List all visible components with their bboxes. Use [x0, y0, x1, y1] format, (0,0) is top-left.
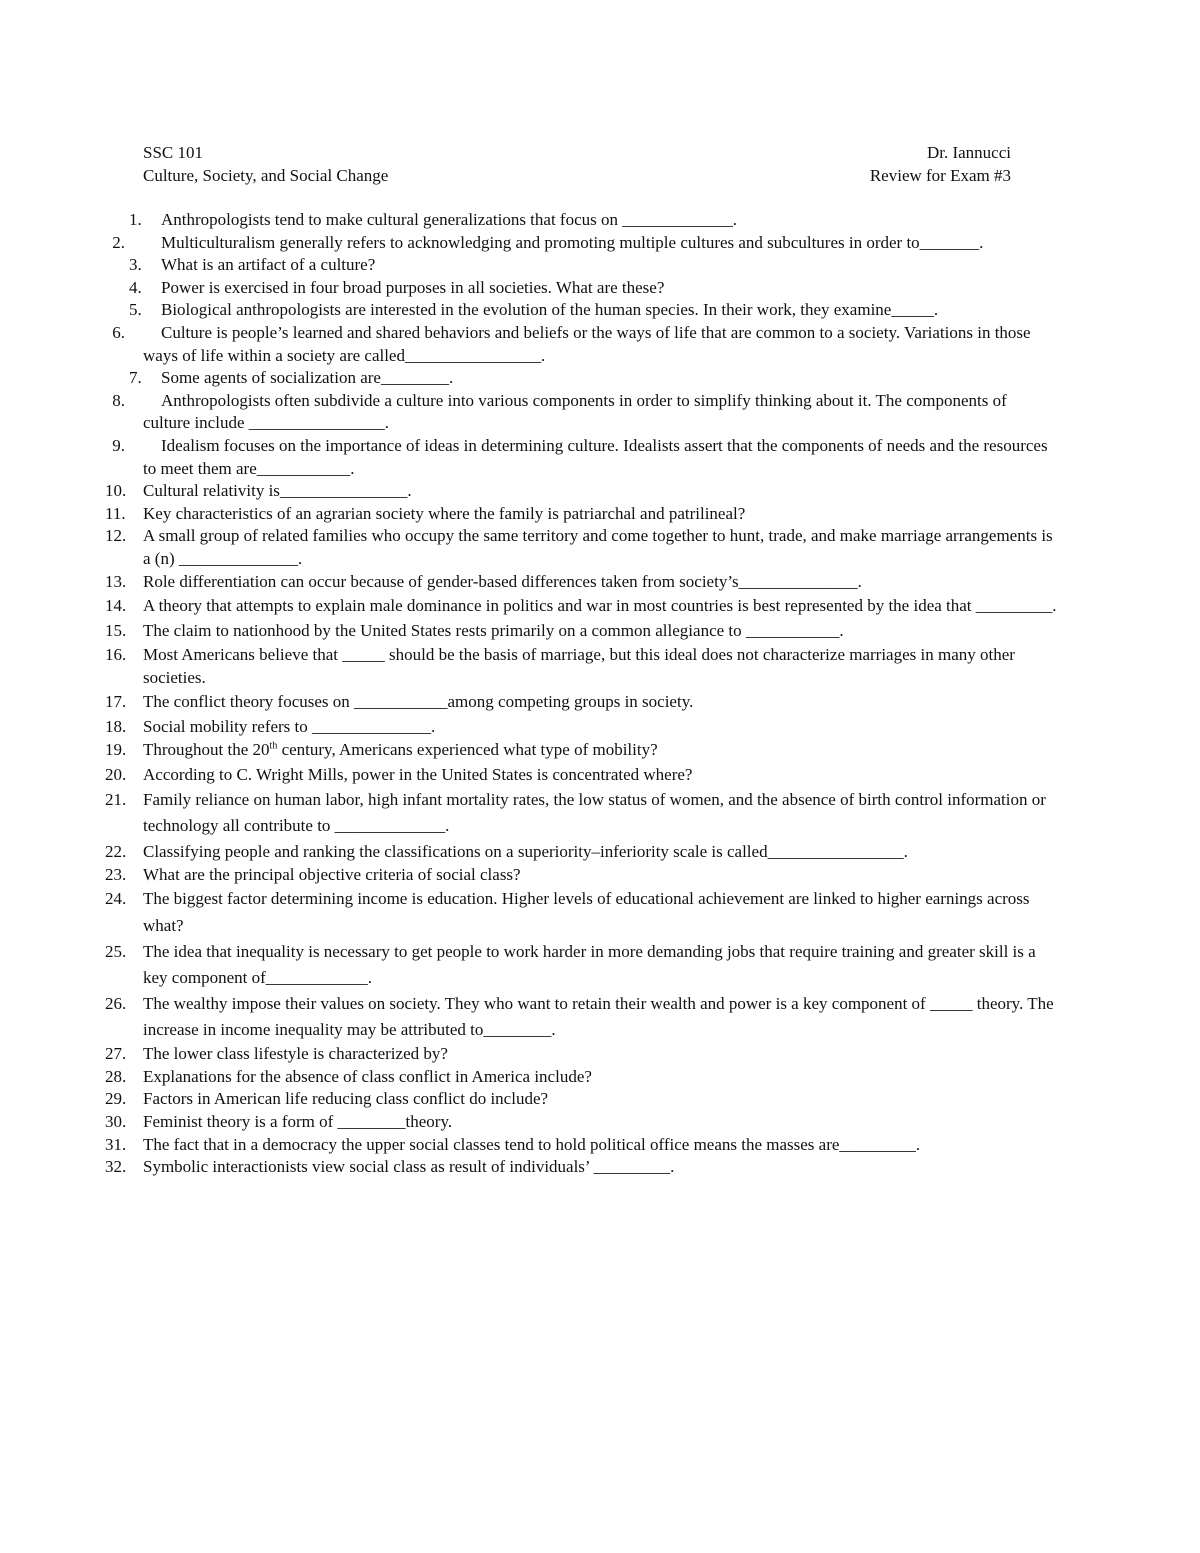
header-row-1	[143, 141, 1011, 164]
question-item	[105, 939, 1057, 991]
question-text: Feminist theory is a form of ________theory.	[143, 1112, 453, 1132]
question-item	[105, 762, 1057, 787]
question-number: 14.	[105, 596, 127, 616]
question-text: The wealthy impose their values on society. They who want to retain their wealth and power is a key component of _____ theory. The increase in income inequality may be attributed to________.	[143, 994, 1054, 1040]
question-item	[105, 322, 1057, 367]
question-text: The conflict theory focuses on ___________among competing groups in society.	[143, 692, 694, 712]
question-number: 24.	[105, 889, 127, 909]
question-item	[105, 277, 1057, 300]
question-text: Some agents of socialization are________.	[161, 368, 454, 388]
question-text: What is an artifact of a culture?	[161, 255, 376, 275]
question-number: 16.	[105, 645, 127, 665]
ordinal-suffix: th	[269, 740, 278, 752]
question-item	[105, 739, 1057, 762]
question-text: The idea that inequality is necessary to get people to work harder in more demanding jobs that require training and greater skill is a key component of____________.	[143, 942, 1036, 988]
question-text: The biggest factor determining income is education. Higher levels of educational achievement are linked to higher earnings across what?	[143, 889, 1030, 935]
question-item	[105, 254, 1057, 277]
question-text: Anthropologists tend to make cultural generalizations that focus on _____________.	[161, 210, 737, 229]
question-number: 4.	[129, 277, 142, 297]
question-item	[105, 689, 1057, 714]
question-item	[105, 643, 1057, 689]
question-text: A small group of related families who occupy the same territory and come together to hunt, trade, and make marriage arrangements is a (n) ______________.	[143, 526, 1053, 568]
question-number: 15.	[105, 621, 127, 641]
question-text: Most Americans believe that _____ should be the basis of marriage, but this ideal does not characterize marriages in many other societies.	[143, 645, 1015, 688]
question-item	[105, 435, 1057, 480]
question-number: 26.	[105, 994, 127, 1014]
question-text-end: century, Americans experienced what type of mobility?	[277, 740, 658, 760]
question-text: Culture is people’s learned and shared behaviors and beliefs or the ways of life that are common to a society. Variations in those ways of life within a society are called________________.	[143, 322, 1031, 365]
question-text: Idealism focuses on the importance of ideas in determining culture. Idealists assert that the components of needs and the resources to meet them are___________.	[143, 435, 1048, 478]
course-title: Culture, Society, and Social Change	[143, 166, 389, 185]
question-number: 25.	[105, 942, 127, 962]
question-text: Classifying people and ranking the classifications on a superiority–inferiority scale is called________________.	[143, 841, 908, 861]
question-number: 1.	[129, 210, 142, 229]
question-text: Family reliance on human labor, high infant mortality rates, the low status of women, and the absence of birth control information or technology all contribute to _____________.	[143, 789, 1046, 835]
question-item	[105, 525, 1057, 570]
question-item	[105, 1156, 1057, 1179]
question-text: What are the principal objective criteria of social class?	[143, 864, 521, 884]
instructor-name: Dr. Iannucci	[926, 143, 1011, 162]
question-number: 10.	[105, 481, 127, 501]
question-text: Key characteristics of an agrarian society where the family is patriarchal and patrilineal?	[143, 503, 746, 523]
question-item	[105, 1066, 1057, 1089]
question-item	[105, 1088, 1057, 1111]
question-number: 8.	[112, 390, 125, 410]
question-item	[105, 991, 1057, 1043]
question-text: A theory that attempts to explain male dominance in politics and war in most countries is best represented by the idea that _________.	[143, 596, 1057, 616]
question-item	[105, 480, 1057, 503]
question-number: 7.	[129, 368, 142, 388]
question-item	[105, 367, 1057, 390]
question-item	[105, 618, 1057, 643]
question-number: 22.	[105, 841, 127, 861]
question-text: The lower class lifestyle is characterized by?	[143, 1044, 448, 1064]
question-item	[105, 299, 1057, 322]
question-item	[105, 886, 1057, 939]
question-item	[105, 714, 1057, 739]
question-text: According to C. Wright Mills, power in the United States is concentrated where?	[143, 764, 693, 784]
question-item	[105, 839, 1057, 864]
question-item	[105, 593, 1057, 618]
question-text: The claim to nationhood by the United States rests primarily on a common allegiance to ___________.	[143, 621, 844, 641]
document-title: Review for Exam #3	[869, 166, 1011, 185]
question-list	[105, 209, 1057, 1179]
question-number: 17.	[105, 692, 127, 712]
question-number: 31.	[105, 1134, 127, 1154]
question-text: Cultural relativity is_______________.	[143, 481, 412, 501]
question-number: 18.	[105, 717, 127, 737]
question-number: 6.	[112, 322, 125, 342]
question-number: 23.	[105, 864, 127, 884]
question-text: Factors in American life reducing class conflict do include?	[143, 1089, 549, 1109]
question-item	[105, 209, 1057, 232]
question-number: 5.	[129, 300, 142, 320]
question-text: Role differentiation can occur because of gender-based differences taken from society’s______________.	[143, 571, 862, 591]
question-number: 2.	[112, 232, 125, 252]
question-text-start: Throughout the 20	[143, 740, 270, 760]
question-text: The fact that in a democracy the upper social classes tend to hold political office means the masses are_________.	[143, 1134, 921, 1154]
question-text: Anthropologists often subdivide a culture into various components in order to simplify thinking about it. The components of culture include ________________.	[143, 390, 1007, 433]
question-number: 28.	[105, 1066, 127, 1086]
question-number: 30.	[105, 1112, 127, 1132]
question-text: Power is exercised in four broad purposes in all societies. What are these?	[161, 277, 665, 297]
question-item	[105, 503, 1057, 526]
question-number: 19.	[105, 740, 127, 760]
question-item	[105, 787, 1057, 839]
question-text: Biological anthropologists are interested in the evolution of the human species. In their work, they examine_____.	[161, 300, 939, 320]
question-item	[105, 1043, 1057, 1066]
question-number: 11.	[105, 503, 126, 523]
question-item	[105, 390, 1057, 435]
question-item	[105, 1134, 1057, 1157]
question-text: Symbolic interactionists view social class as result of individuals’ _________.	[143, 1157, 675, 1177]
question-item	[105, 864, 1057, 887]
question-text: Explanations for the absence of class conflict in America include?	[143, 1066, 592, 1086]
question-number: 27.	[105, 1044, 127, 1064]
header-row-2	[143, 164, 1011, 187]
question-number: 32.	[105, 1157, 127, 1177]
question-text: Multiculturalism generally refers to acknowledging and promoting multiple cultures and subcultures in order to_______.	[161, 232, 984, 252]
document-header	[143, 141, 1011, 187]
question-item	[105, 1111, 1057, 1134]
question-number: 29.	[105, 1089, 127, 1109]
question-number: 3.	[129, 255, 142, 275]
question-text: Social mobility refers to ______________.	[143, 717, 436, 737]
question-number: 9.	[112, 435, 125, 455]
question-number: 12.	[105, 526, 127, 546]
course-code: SSC 101	[143, 143, 203, 162]
question-number: 20.	[105, 764, 127, 784]
question-item	[105, 571, 1057, 594]
question-number: 13.	[105, 571, 127, 591]
question-item	[105, 232, 1057, 255]
question-number: 21.	[105, 789, 127, 809]
